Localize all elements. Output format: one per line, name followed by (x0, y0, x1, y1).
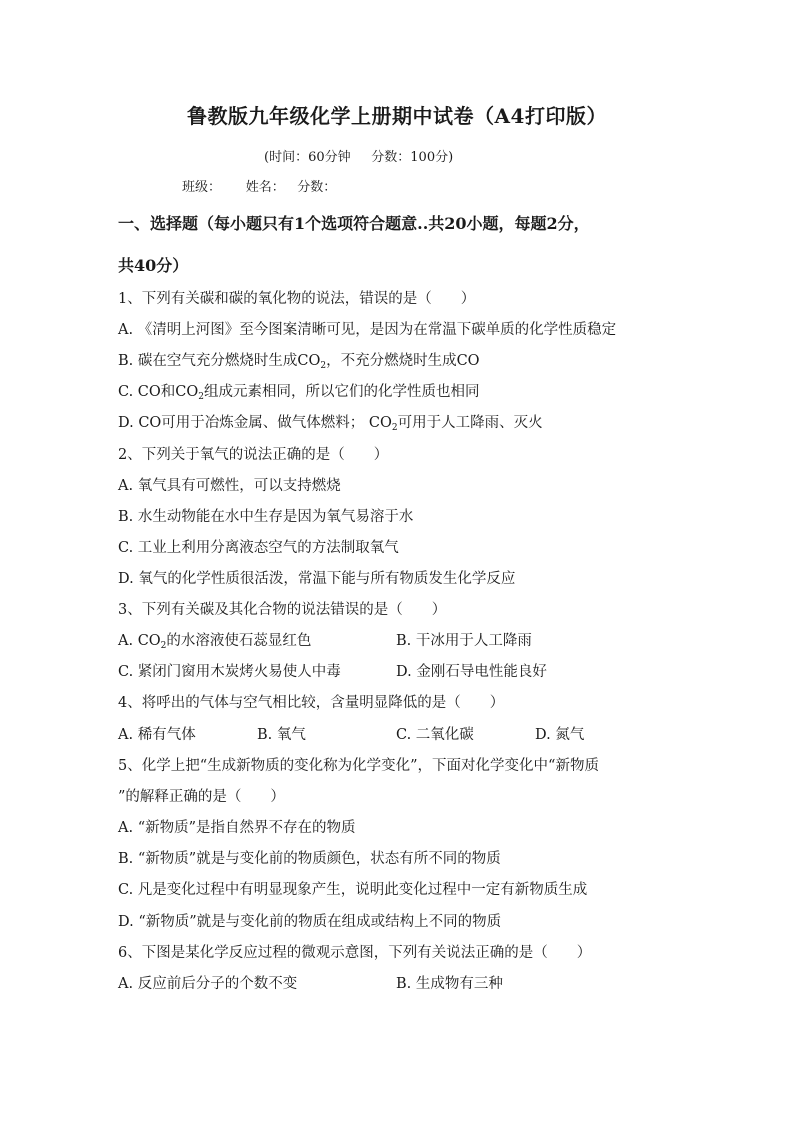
q3-stem: 3、下列有关碳及其化合物的说法错误的是（ ） (118, 602, 447, 618)
q2-option-a: A. 氧气具有可燃性，可以支持燃烧 (118, 478, 341, 494)
q6-option-b: B. 生成物有三种 (396, 976, 503, 992)
q3-option-a: A. $CO_2$的水溶液使石蕊显红色 (118, 633, 312, 651)
q2-option-c: C. 工业上利用分离液态空气的方法制取氧气 (118, 540, 399, 556)
student-fields-line: 班级： 姓名： 分数： (182, 180, 337, 195)
q5-option-b: B. “新物质”就是与变化前的物质颜色，状态有所不同的物质 (118, 851, 501, 867)
time-score-line: (时间：60分钟 分数：100分) (264, 150, 454, 165)
q4-option-b: B. 氧气 (257, 727, 306, 743)
q2-stem: 2、下列关于氧气的说法正确的是（ ） (118, 447, 389, 463)
q1-stem: 1、下列有关碳和碳的氧化物的说法，错误的是（ ） (118, 291, 476, 307)
q1-option-d: D. CO可用于冶炼金属、做气体燃料； $CO_2$可用于人工降雨、灭火 (118, 415, 543, 433)
q1-option-b: B. 碳在空气充分燃烧时生成$CO_2$，不充分燃烧时生成CO (118, 353, 480, 371)
q5-option-d: D. “新物质”就是与变化前的物质在组成或结构上不同的物质 (118, 914, 502, 930)
q5-option-a: A. “新物质”是指自然界不存在的物质 (118, 820, 356, 836)
q5-option-c: C. 凡是变化过程中有明显现象产生，说明此变化过程中一定有新物质生成 (118, 882, 588, 898)
q6-option-a: A. 反应前后分子的个数不变 (118, 976, 298, 992)
q1-option-c: C. CO和$CO_2$组成元素相同，所以它们的化学性质也相同 (118, 384, 480, 402)
q3-option-c: C. 紧闭门窗用木炭烤火易使人中毒 (118, 664, 341, 680)
section-heading-line1: 一、选择题（每小题只有1个选项符合题意..共20小题，每题2分， (118, 214, 590, 233)
q4-option-c: C. 二氧化碳 (396, 727, 474, 743)
q4-option-d: D. 氮气 (535, 727, 585, 743)
q5-stem-line2: ”的解释正确的是（ ） (118, 789, 285, 805)
q3-option-d: D. 金刚石导电性能良好 (396, 664, 547, 680)
q2-option-b: B. 水生动物能在水中生存是因为氧气易溶于水 (118, 509, 414, 525)
page-title: 鲁教版九年级化学上册期中试卷（A4打印版） (187, 104, 607, 128)
q3-option-b: B. 干冰用于人工降雨 (396, 633, 532, 649)
q4-option-a: A. 稀有气体 (118, 727, 196, 743)
section-heading-line2: 共40分） (118, 256, 189, 275)
q1-option-a: A. 《清明上河图》至今图案清晰可见，是因为在常温下碳单质的化学性质稳定 (118, 322, 617, 338)
q5-stem-line1: 5、化学上把“生成新物质的变化称为化学变化”，下面对化学变化中“新物质 (118, 758, 599, 774)
q4-stem: 4、将呼出的气体与空气相比较，含量明显降低的是（ ） (118, 695, 505, 711)
q6-stem: 6、下图是某化学反应过程的微观示意图，下列有关说法正确的是（ ） (118, 945, 592, 961)
q2-option-d: D. 氧气的化学性质很活泼，常温下能与所有物质发生化学反应 (118, 571, 516, 587)
